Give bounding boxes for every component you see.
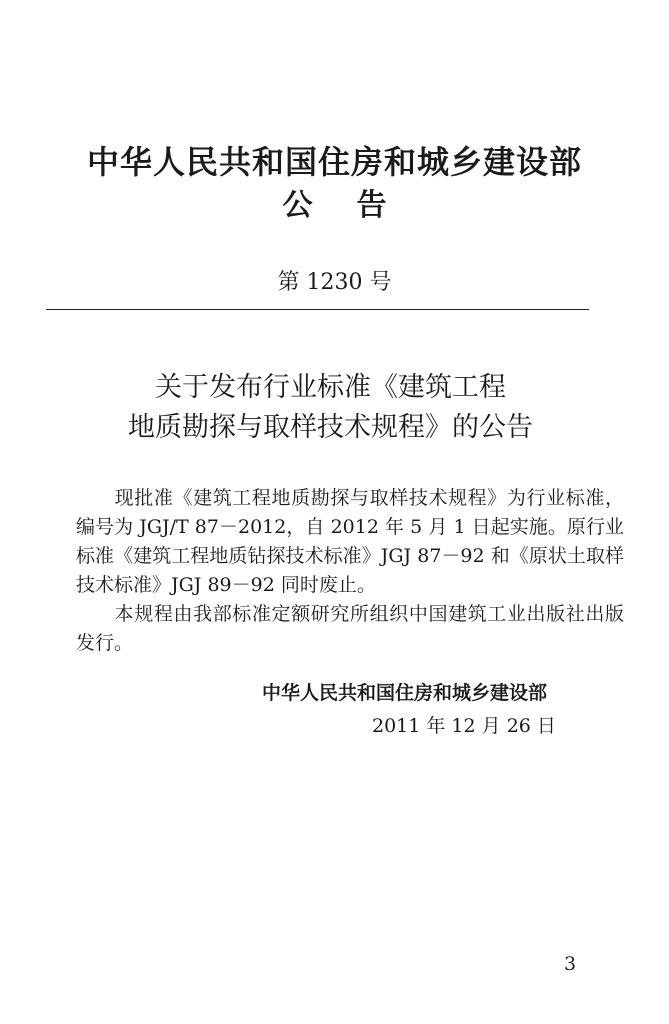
notice-number: 第 1230 号: [277, 270, 392, 295]
notice-title-line-1: 关于发布行业标准《建筑工程: [155, 372, 506, 403]
ministry-heading: 中华人民共和国住房和城乡建设部: [86, 143, 582, 181]
body-paragraph-2: [76, 600, 624, 658]
signature-date: 2011 年 12 月 26 日: [372, 715, 556, 737]
body-paragraph-1-text: 现批准《建筑工程地质勘探与取样技术规程》为行业标准，编号为 JGJ/T 87－2012，自 2012 年 5 月 1 日起实施。原行业标准《建筑工程地质钻探技术标准》JGJ 87－92 和《原状土取样技术标准》JGJ 89－92 同时废止。: [76, 487, 624, 596]
header-divider: [46, 309, 589, 310]
notice-heading: 公告: [282, 188, 431, 223]
page-number: 3: [564, 953, 577, 975]
notice-title-line-2: 地质勘探与取样技术规程》的公告: [128, 412, 533, 443]
body-paragraph-1: [76, 484, 624, 600]
signature-organization: 中华人民共和国住房和城乡建设部: [262, 682, 548, 704]
body-paragraph-2-text: 本规程由我部标准定额研究所组织中国建筑工业出版社出版发行。: [76, 603, 624, 654]
